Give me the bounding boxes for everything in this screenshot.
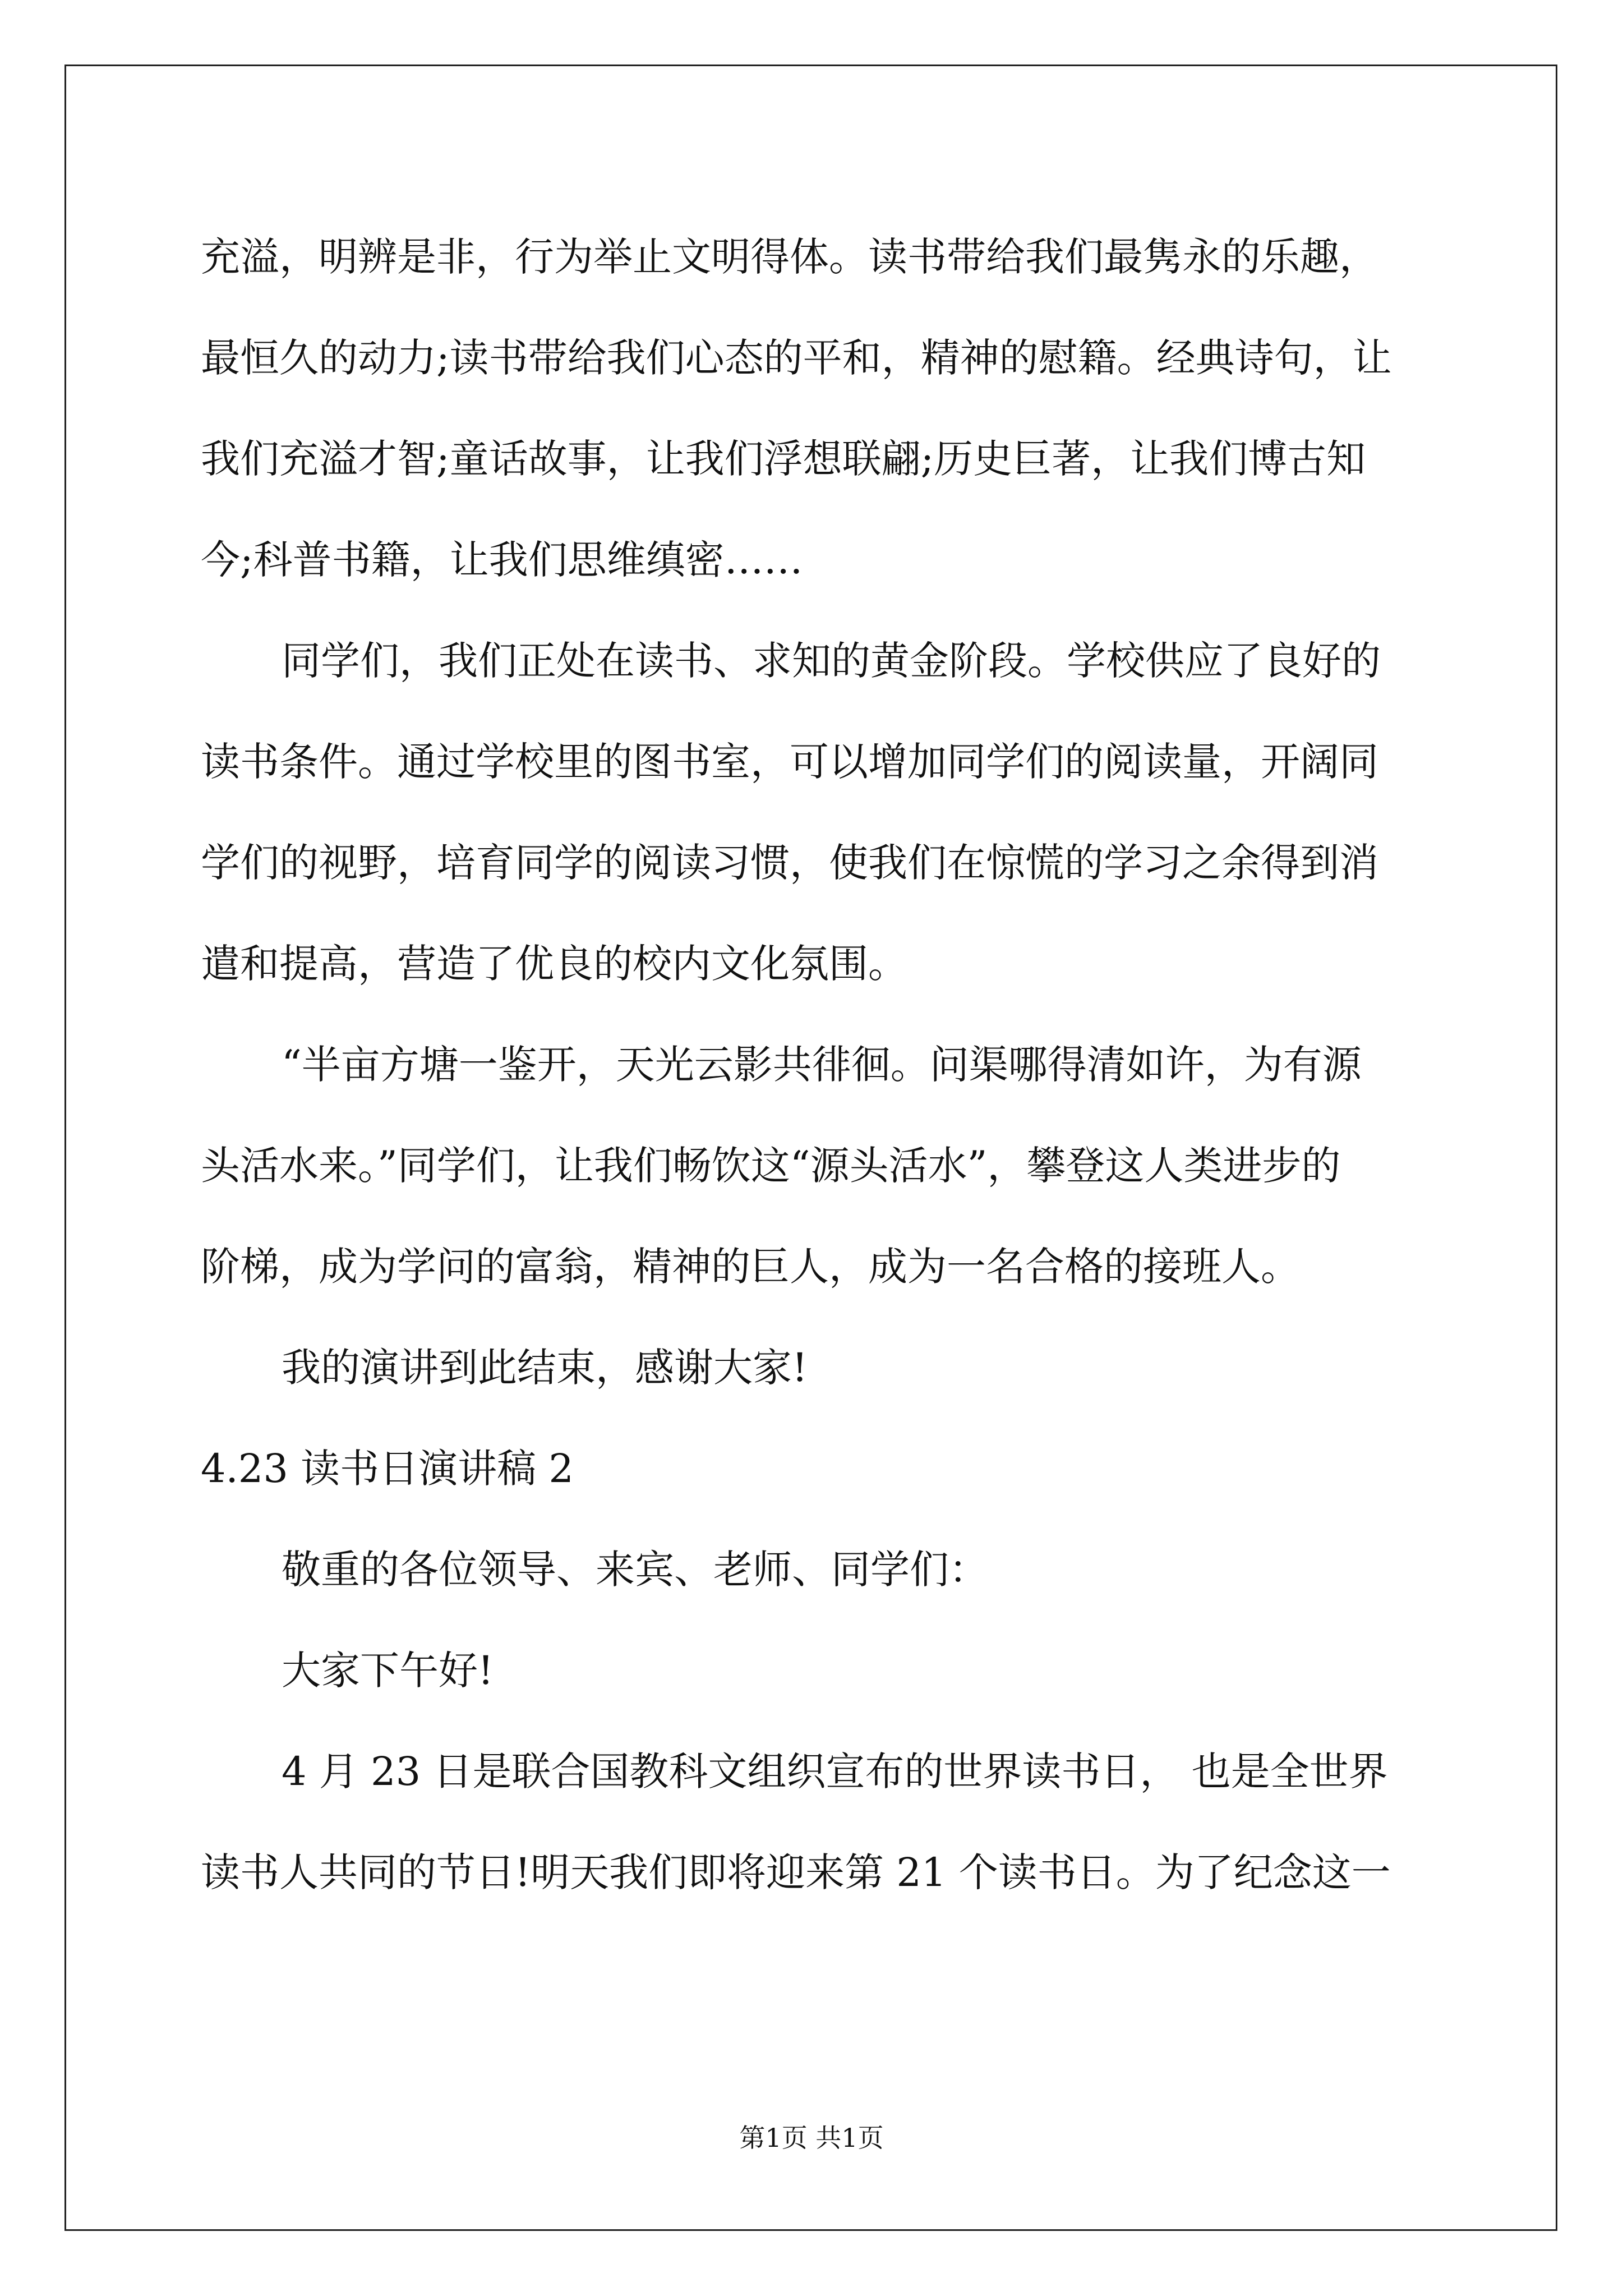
text-line: 遣和提高，营造了优良的校内文化氛围。 [201,941,907,987]
greeting: 大家下午好! [282,1648,494,1694]
paragraph-start: “半亩方塘一鉴开，天光云影共徘徊。问渠哪得清如许，为有源 [282,1042,1362,1088]
text-line: 我们充溢才智;童话故事，让我们浮想联翩;历史巨著，让我们博古知 [201,436,1366,482]
paragraph-start: 我的演讲到此结束，感谢大家! [282,1345,808,1391]
text-line: 今;科普书籍，让我们思维缜密…… [201,537,803,583]
text-line: 最恒久的动力;读书带给我们心态的平和，精神的慰籍。经典诗句，让 [201,335,1392,381]
page-footer: 第1页 共1页 [739,2123,884,2153]
text-line: 充溢，明辨是非，行为举止文明得体。读书带给我们最隽永的乐趣， [201,234,1378,280]
text-line: 学们的视野，培育同学的阅读习惯，使我们在惊慌的学习之余得到消 [201,840,1378,886]
paragraph-start: 4 月 23 日是联合国教科文组织宣布的世界读书日， 也是全世界 [282,1749,1388,1795]
text-line: 读书条件。通过学校里的图书室，可以增加同学们的阅读量，开阔同 [201,739,1378,785]
salutation: 敬重的各位领导、来宾、老师、同学们： [282,1547,988,1593]
document-body [201,206,1435,1923]
text-line: 阶梯，成为学问的富翁，精神的巨人，成为一名合格的接班人。 [201,1244,1300,1290]
text-line: 头活水来。”同学们，让我们畅饮这“源头活水”，攀登这人类进步的 [201,1143,1341,1189]
text-line: 读书人共同的节日!明天我们即将迎来第 21 个读书日。为了纪念这一 [201,1849,1391,1895]
paragraph-start: 同学们，我们正处在读书、求知的黄金阶段。学校供应了良好的 [282,638,1381,684]
section-heading: 4.23 读书日演讲稿 2 [201,1446,574,1492]
